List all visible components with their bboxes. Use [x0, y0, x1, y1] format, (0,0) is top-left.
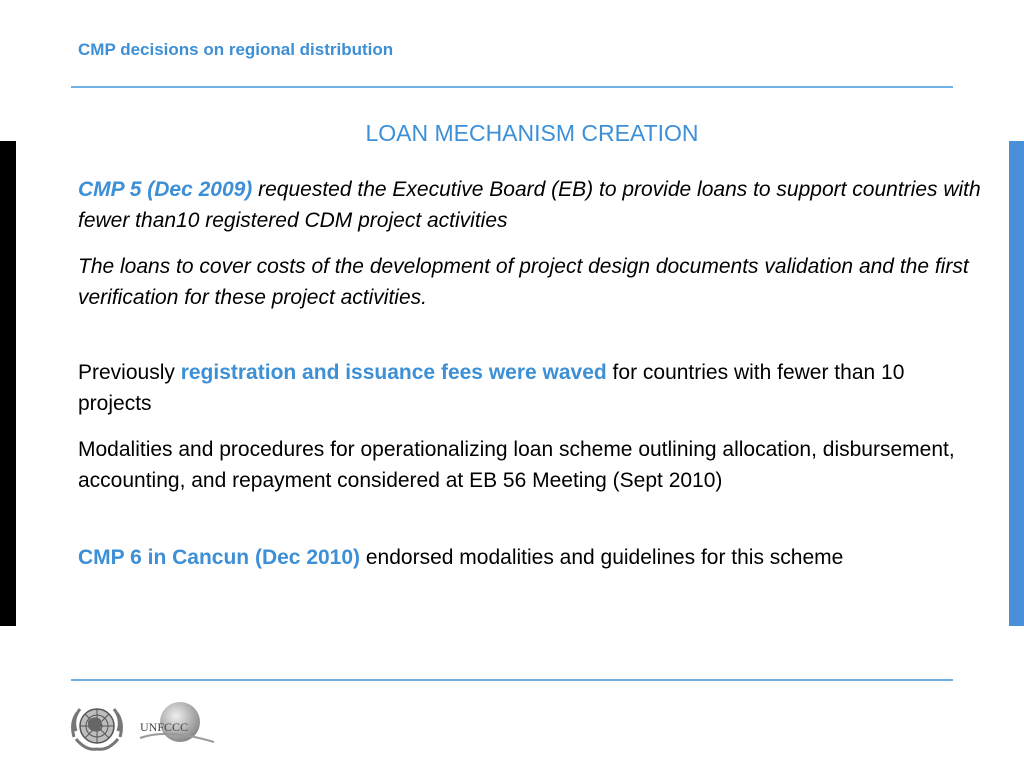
fees-after: for countries with fewer than 10 projects: [78, 361, 905, 415]
header-title: CMP decisions on regional distribution: [78, 40, 394, 59]
paragraph-loan-costs: The loans to cover costs of the development of project design documents validation and the first verification for these project activities.: [78, 255, 969, 309]
cmp5-text: requested the Executive Board (EB) to provide loans to support countries with fewer than10 registered CDM project activities: [78, 178, 981, 232]
right-accent-bar: [1009, 141, 1024, 626]
top-divider: [71, 86, 953, 88]
fees-highlight: registration and issuance fees were waved: [180, 361, 607, 384]
paragraph-fees: [78, 357, 983, 419]
paragraph-cmp5: [78, 174, 983, 236]
cmp5-highlight: CMP 5 (Dec 2009): [78, 178, 253, 201]
paragraph-modalities: Modalities and procedures for operationalizing loan scheme outlining allocation, disbursement, accounting, and repayment considered at EB 56 Meeting (Sept 2010): [78, 438, 955, 492]
un-emblem-icon: [68, 701, 126, 753]
cmp6-highlight: CMP 6 in Cancun (Dec 2010): [78, 546, 361, 569]
svg-text:UNFCCC: UNFCCC: [140, 720, 189, 734]
unfccc-logo: [138, 698, 218, 754]
slide-heading: LOAN MECHANISM CREATION: [365, 120, 699, 146]
bottom-divider: [71, 679, 953, 681]
paragraph-cmp6: [78, 542, 983, 573]
left-accent-bar: [0, 141, 16, 626]
cmp6-text: endorsed modalities and guidelines for this scheme: [360, 546, 844, 569]
fees-before: Previously: [78, 361, 181, 384]
